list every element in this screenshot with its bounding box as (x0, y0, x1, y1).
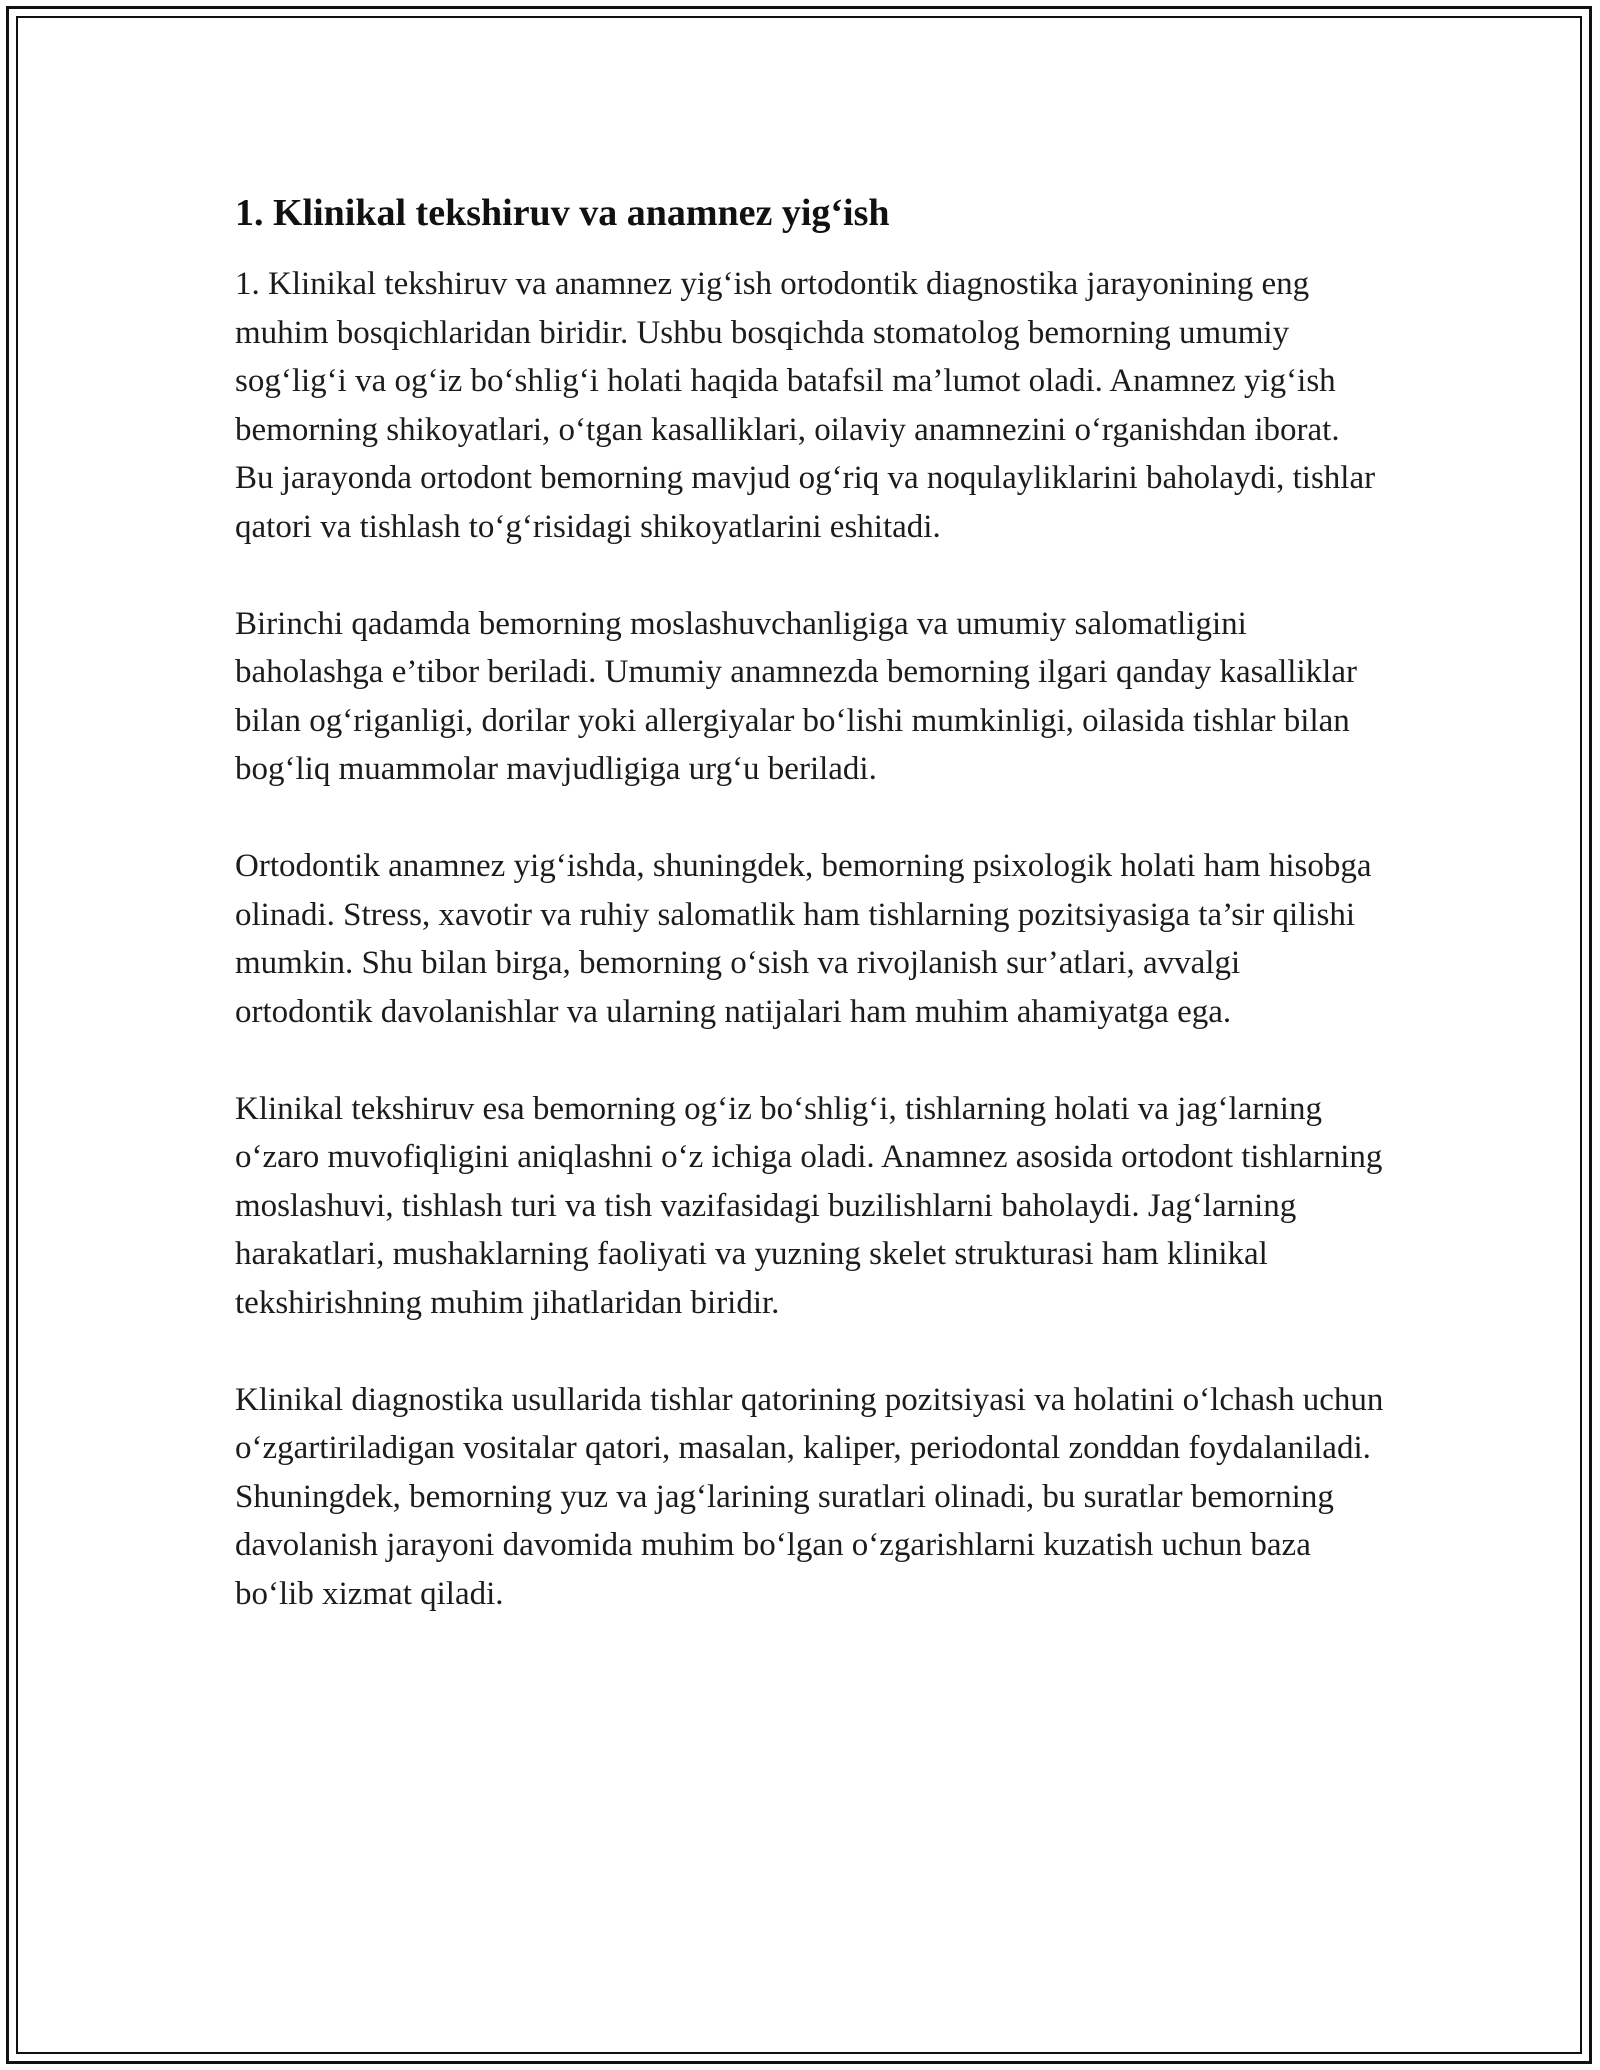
paragraph-4: Klinikal tekshiruv esa bemorning og‘iz bo‘shlig‘i, tishlarning holati va jag‘larning o‘zaro muvofiqligini aniqlashni o‘z ichiga oladi. Anamnez asosida ortodont tishlarning moslashuvi, tishlash turi va tish vazifasidagi buzilishlarni baholaydi. Jag‘larning harakatlari, mushaklarning faoliyati va yuzning skelet strukturasi ham klinikal tekshirishning muhim jihatlaridan biridir. (235, 1090, 1383, 1321)
paragraph-5: Klinikal diagnostika usullarida tishlar qatorining pozitsiyasi va holatini o‘lchash uchun o‘zgartiriladigan vositalar qatori, masalan, kaliper, periodontal zonddan foydalaniladi. Shuningdek, bemorning yuz va jag‘larining suratlari olinadi, bu suratlar bemorning davolanish jarayoni davomida muhim bo‘lgan o‘zgarishlarni kuzatish uchun baza bo‘lib xizmat qiladi. (235, 1381, 1384, 1612)
paragraph-2: Birinchi qadamda bemorning moslashuvchanligiga va umumiy salomatligini baholashga e’tibor beriladi. Umumiy anamnezda bemorning ilgari qanday kasalliklar bilan og‘riganligi, dorilar yoki allergiyalar bo‘lishi mumkinligi, oilasida tishlar bilan bog‘liq muammolar mavjudligiga urg‘u beriladi. (235, 605, 1357, 787)
document-body (235, 186, 1385, 1667)
section-heading: 1. Klinikal tekshiruv va anamnez yig‘ish (235, 192, 890, 234)
paragraph-3: Ortodontik anamnez yig‘ishda, shuningdek, bemorning psixologik holati ham hisobga olinadi. Stress, xavotir va ruhiy salomatlik ham tishlarning pozitsiyasiga ta’sir qilishi mumkin. Shu bilan birga, bemorning o‘sish va rivojlanish sur’atlari, avvalgi ortodontik davolanishlar va ularning natijalari ham muhim ahamiyatga ega. (235, 848, 1372, 1030)
paragraph-1: 1. Klinikal tekshiruv va anamnez yig‘ish ortodontik diagnostika jarayonining eng muhim bosqichlaridan biridir. Ushbu bosqichda stomatolog bemorning umumiy sog‘lig‘i va og‘iz bo‘shlig‘i holati haqida batafsil ma’lumot oladi. Anamnez yig‘ish bemorning shikoyatlari, o‘tgan kasalliklari, oilaviy anamnezini o‘rganishdan iborat. Bu jarayonda ortodont bemorning mavjud og‘riq va noqulayliklarini baholaydi, tishlar qatori va tishlash to‘g‘risidagi shikoyatlarini eshitadi. (235, 266, 1376, 545)
